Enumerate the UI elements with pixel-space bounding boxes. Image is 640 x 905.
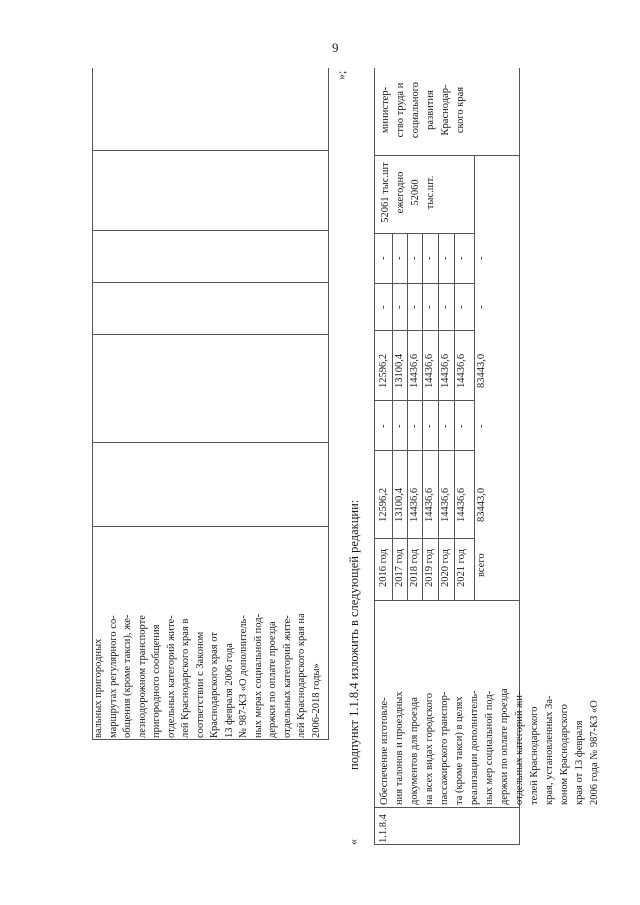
executor-line: развития	[425, 90, 436, 130]
other-cell: -	[424, 256, 435, 260]
row-description	[377, 605, 602, 805]
other-cell: -	[456, 256, 467, 260]
top-line: пригородного сообщения	[151, 624, 162, 738]
top-line: общения (кроме такси), же-	[122, 614, 133, 738]
col-sep-description	[374, 600, 520, 601]
year-cell: всего	[476, 553, 487, 577]
regional-cell: 13100,4	[394, 353, 405, 388]
result-line: 52060	[410, 179, 421, 206]
total-cell: 14436,6	[424, 487, 435, 522]
other-cell: -	[394, 256, 405, 260]
desc-line: Обеспечение изготовле-	[379, 697, 390, 805]
top-table-sep-1	[92, 526, 329, 527]
other-cell: -	[476, 256, 487, 260]
row-sep	[438, 233, 439, 600]
top-line: соответствии с Законом	[194, 631, 206, 738]
total-cell: 14436,6	[409, 487, 420, 522]
desc-line: держки по оплате проезда	[499, 688, 510, 805]
top-line: Краснодарского края от	[209, 632, 220, 738]
total-cell: 14436,6	[456, 487, 467, 522]
row-sep	[407, 233, 408, 600]
federal-cell: -	[476, 424, 487, 428]
col-sep-federal	[374, 400, 474, 401]
executor-line: социального	[410, 81, 421, 139]
col-sep-total	[374, 450, 474, 451]
top-block-text	[92, 528, 324, 738]
year-cell: 2020 год	[440, 549, 451, 587]
executor-line: Краснодар-	[440, 84, 451, 136]
federal-cell: -	[440, 424, 451, 428]
year-cell: 2019 год	[424, 549, 435, 587]
other-cell: -	[409, 256, 420, 260]
top-line: лей Краснодарского края в	[180, 618, 191, 738]
other-cell: -	[378, 256, 389, 260]
federal-cell: -	[394, 424, 405, 428]
top-table-sep-5	[92, 230, 329, 231]
row-sep	[474, 155, 475, 600]
total-cell: 12596,2	[378, 487, 389, 522]
top-line: вальных пригородных	[93, 638, 104, 738]
executor-cell	[378, 68, 468, 152]
top-table-sep-2	[92, 442, 329, 443]
row-number: 1.1.8.4	[378, 814, 389, 843]
result-cell	[378, 155, 438, 230]
total-cell: 13100,4	[394, 487, 405, 522]
top-line: держки по оплате проезда	[267, 621, 278, 738]
page-number: 9	[332, 40, 339, 55]
top-line: отдельных категорий жите-	[281, 615, 293, 738]
top-table-sep-3	[92, 334, 329, 335]
federal-cell: -	[378, 424, 389, 428]
top-line: лезнодорожном транспорте	[136, 615, 148, 738]
row-sep	[454, 233, 455, 600]
total-cell: 14436,6	[440, 487, 451, 522]
row-sep	[422, 233, 423, 600]
top-line: 13 февраля 2006 года	[223, 643, 235, 738]
local-cell: -	[424, 305, 435, 309]
regional-cell: 14436,6	[456, 353, 467, 388]
executor-line: ство труда и	[395, 82, 406, 138]
executor-line: министер-	[380, 86, 391, 134]
year-cell: 2021 год	[456, 549, 467, 587]
local-cell: -	[440, 305, 451, 309]
top-line: № 987-КЗ «О дополнитель-	[238, 615, 249, 738]
federal-cell: -	[456, 424, 467, 428]
closing-quote: »;	[334, 70, 348, 80]
top-line: отдельных категорий жите-	[165, 615, 177, 738]
top-table-sep-4	[92, 282, 329, 283]
col-sep-other	[374, 233, 474, 234]
executor-line: ского края	[455, 86, 466, 134]
total-cell: 83443,0	[476, 487, 487, 522]
desc-line: та (кроме такси) в целях	[454, 696, 465, 805]
local-cell: -	[378, 305, 389, 309]
year-cell: 2018 год	[409, 549, 420, 587]
opening-quote: «	[346, 839, 360, 845]
federal-cell: -	[424, 424, 435, 428]
desc-line: коном Краснодарского	[559, 704, 570, 805]
year-cell: 2017 год	[394, 549, 405, 587]
desc-line: реализации дополнитель-	[469, 690, 480, 805]
desc-line: 2006 года № 987-КЗ «О	[589, 700, 600, 805]
top-line: лей Краснодарского края на	[296, 613, 307, 738]
other-cell: -	[440, 256, 451, 260]
desc-line: ния талонов и проездных	[394, 691, 405, 805]
desc-line: телей Краснодарского	[529, 706, 540, 805]
result-line: ежегодно	[395, 171, 406, 214]
local-cell: -	[476, 305, 487, 309]
amendment-caption: подпункт 1.1.8.4 изложить в следующей редакции:	[347, 499, 361, 770]
result-line: 52061 тыс.шт	[380, 162, 391, 223]
regional-cell: 83443,0	[476, 353, 487, 388]
local-cell: -	[394, 305, 405, 309]
desc-line: отдельных категорий жи-	[514, 691, 525, 805]
result-line: тыс.шт.	[425, 175, 436, 210]
year-cell: 2016 год	[378, 549, 389, 587]
top-table-sep-6	[92, 150, 329, 151]
federal-cell: -	[409, 424, 420, 428]
desc-line: на всех видах городского	[424, 692, 435, 805]
top-line: ных мерах социальной под-	[252, 613, 264, 738]
regional-cell: 14436,6	[409, 353, 420, 388]
top-line: 2006-2018 годы»	[310, 663, 322, 738]
col-sep-local	[374, 283, 474, 284]
regional-cell: 12596,2	[378, 353, 389, 388]
desc-line: края, установленных За-	[544, 695, 555, 805]
col-sep-regional	[374, 330, 474, 331]
col-sep-number	[374, 807, 520, 808]
regional-cell: 14436,6	[440, 353, 451, 388]
regional-cell: 14436,6	[424, 353, 435, 388]
row-sep	[392, 233, 393, 600]
desc-line: края от 13 февраля	[574, 720, 585, 805]
local-cell: -	[409, 305, 420, 309]
col-sep-year	[374, 538, 474, 539]
desc-line: документов для проезда	[409, 697, 420, 805]
desc-line: пассажирского транспор-	[439, 691, 450, 805]
local-cell: -	[456, 305, 467, 309]
top-line: маршрутах регулярного со-	[107, 615, 119, 738]
desc-line: ных мер социальной под-	[484, 690, 495, 805]
